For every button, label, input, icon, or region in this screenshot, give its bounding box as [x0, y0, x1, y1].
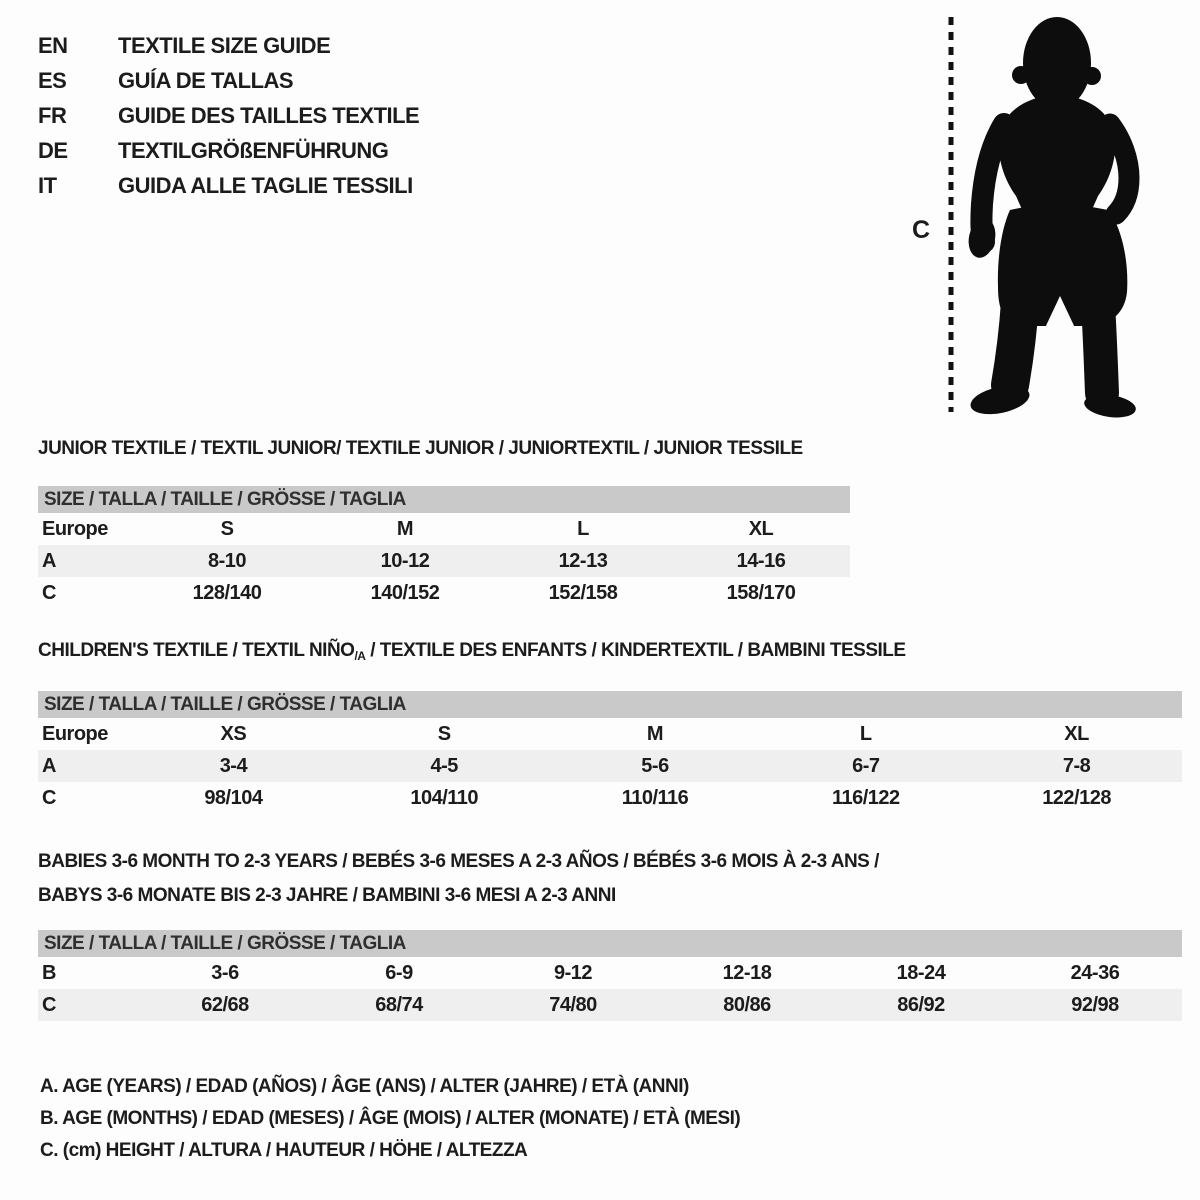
- row-label: C: [42, 787, 56, 809]
- size-cell: 12-18: [722, 962, 772, 984]
- baby-silhouette-svg: [940, 12, 1145, 422]
- table-rows: [38, 957, 1182, 1021]
- language-code: IT: [38, 172, 57, 198]
- size-cell: L: [577, 518, 589, 540]
- size-cell: 6-7: [852, 755, 880, 777]
- table-title-line: [38, 879, 1182, 913]
- size-cell: XS: [220, 723, 247, 745]
- size-cell: S: [220, 518, 234, 540]
- size-cell: 158/170: [726, 582, 796, 604]
- size-table-junior: [38, 437, 850, 609]
- size-header-band: [38, 691, 1182, 718]
- language-label: GUIDE DES TAILLES TEXTILE: [118, 102, 420, 128]
- size-cell: 62/68: [201, 994, 249, 1016]
- size-cell: 104/110: [410, 787, 479, 809]
- language-row: [38, 98, 419, 133]
- table-title-line: [38, 437, 850, 461]
- size-header-band: [38, 486, 850, 513]
- row-label: A: [42, 755, 56, 777]
- size-cell: 110/116: [621, 787, 689, 809]
- language-row: [38, 63, 419, 98]
- footnotes: [40, 1071, 740, 1167]
- row-label: B: [42, 962, 56, 984]
- language-row: [38, 168, 419, 203]
- size-cell: 86/92: [897, 994, 945, 1016]
- language-label: TEXTILE SIZE GUIDE: [118, 32, 331, 58]
- baby-figure: [940, 12, 1145, 422]
- footnote-line: A. AGE (YEARS) / EDAD (AÑOS) / ÂGE (ANS) / ALTER (JAHRE) / ETÀ (ANNI): [40, 1076, 689, 1097]
- size-cell: 12-13: [558, 550, 608, 572]
- language-label: GUIDA ALLE TAGLIE TESSILI: [118, 172, 413, 198]
- table-row: [38, 718, 1182, 750]
- table-title: [38, 639, 1182, 664]
- table-row: [38, 750, 1182, 782]
- language-label: TEXTILGRÖßENFÜHRUNG: [118, 137, 389, 163]
- row-label: A: [42, 550, 56, 572]
- size-cell: 74/80: [549, 994, 597, 1016]
- size-cell: 7-8: [1062, 755, 1091, 777]
- size-header-text: SIZE / TALLA / TAILLE / GRÖSSE / TAGLIA: [44, 933, 406, 954]
- row-label: C: [42, 582, 56, 604]
- baby-silhouette-icon: [965, 17, 1137, 421]
- title-text: / TEXTILE DES ENFANTS / KINDERTEXTIL / BAMBINI TESSILE: [365, 640, 906, 661]
- title-text: /A: [354, 649, 366, 663]
- size-cell: 5-6: [641, 755, 669, 777]
- language-row: [38, 133, 419, 168]
- size-cell: 92/98: [1071, 994, 1119, 1016]
- language-code: EN: [38, 32, 68, 58]
- table-row: [38, 957, 1182, 989]
- size-cell: S: [437, 723, 451, 745]
- size-cell: 122/128: [1042, 787, 1111, 809]
- size-table-babies: [38, 845, 1182, 1021]
- size-cell: 68/74: [375, 994, 423, 1016]
- figure-height-label: C: [912, 216, 930, 244]
- size-cell: 10-12: [380, 550, 430, 572]
- language-row: [38, 28, 419, 63]
- table-title-line: [38, 845, 1182, 879]
- table-row: [38, 782, 1182, 814]
- size-cell: 98/104: [204, 787, 263, 809]
- language-code: DE: [38, 137, 68, 163]
- table-row: [38, 989, 1182, 1021]
- table-rows: [38, 513, 850, 609]
- table-row: [38, 577, 850, 609]
- row-label: C: [42, 994, 56, 1016]
- size-cell: 3-4: [219, 755, 248, 777]
- size-cell: M: [396, 518, 414, 540]
- title-text: BABIES 3-6 MONTH TO 2-3 YEARS / BEBÉS 3-6 MESES A 2-3 AÑOS / BÉBÉS 3-6 MOIS À 2-3 ANS /: [38, 851, 879, 872]
- table-title-line: [38, 639, 1182, 664]
- row-label: Europe: [42, 518, 108, 540]
- title-text: CHILDREN'S TEXTILE / TEXTIL NIÑO: [38, 640, 355, 661]
- size-cell: 140/152: [370, 582, 440, 604]
- language-code: ES: [38, 67, 67, 93]
- size-cell: L: [859, 723, 872, 745]
- size-cell: 116/122: [831, 787, 900, 809]
- size-header-text: SIZE / TALLA / TAILLE / GRÖSSE / TAGLIA: [44, 489, 406, 510]
- table-title: [38, 845, 1182, 913]
- size-header-band: [38, 930, 1182, 957]
- size-cell: 18-24: [896, 962, 946, 984]
- size-cell: 9-12: [553, 962, 593, 984]
- footnote-line: C. (cm) HEIGHT / ALTURA / HAUTEUR / HÖHE / ALTEZZA: [40, 1140, 528, 1161]
- size-cell: M: [646, 723, 664, 745]
- footnote-line: B. AGE (MONTHS) / EDAD (MESES) / ÂGE (MOIS) / ALTER (MONATE) / ETÀ (MESI): [40, 1108, 741, 1129]
- table-row: [38, 513, 850, 545]
- table-row: [38, 545, 850, 577]
- size-table-children: [38, 639, 1182, 814]
- table-title: [38, 437, 850, 461]
- size-cell: 4-5: [430, 755, 458, 777]
- size-cell: 152/158: [548, 582, 618, 604]
- size-cell: 128/140: [192, 582, 262, 604]
- language-code: FR: [38, 102, 67, 128]
- table-rows: [38, 718, 1182, 814]
- size-cell: XL: [748, 518, 774, 540]
- title-text: JUNIOR TEXTILE / TEXTIL JUNIOR/ TEXTILE JUNIOR / JUNIORTEXTIL / JUNIOR TESSILE: [38, 438, 803, 459]
- size-cell: 80/86: [723, 994, 771, 1016]
- size-cell: 8-10: [207, 550, 247, 572]
- size-cell: 24-36: [1070, 962, 1120, 984]
- size-cell: 6-9: [385, 962, 413, 984]
- size-header-text: SIZE / TALLA / TAILLE / GRÖSSE / TAGLIA: [44, 694, 406, 715]
- language-label: GUÍA DE TALLAS: [118, 67, 294, 93]
- size-cell: 3-6: [211, 962, 239, 984]
- size-cell: XL: [1064, 723, 1089, 745]
- row-label: Europe: [42, 723, 108, 745]
- size-cell: 14-16: [736, 550, 786, 572]
- language-list: [38, 28, 419, 203]
- title-text: BABYS 3-6 MONATE BIS 2-3 JAHRE / BAMBINI 3-6 MESI A 2-3 ANNI: [38, 885, 616, 906]
